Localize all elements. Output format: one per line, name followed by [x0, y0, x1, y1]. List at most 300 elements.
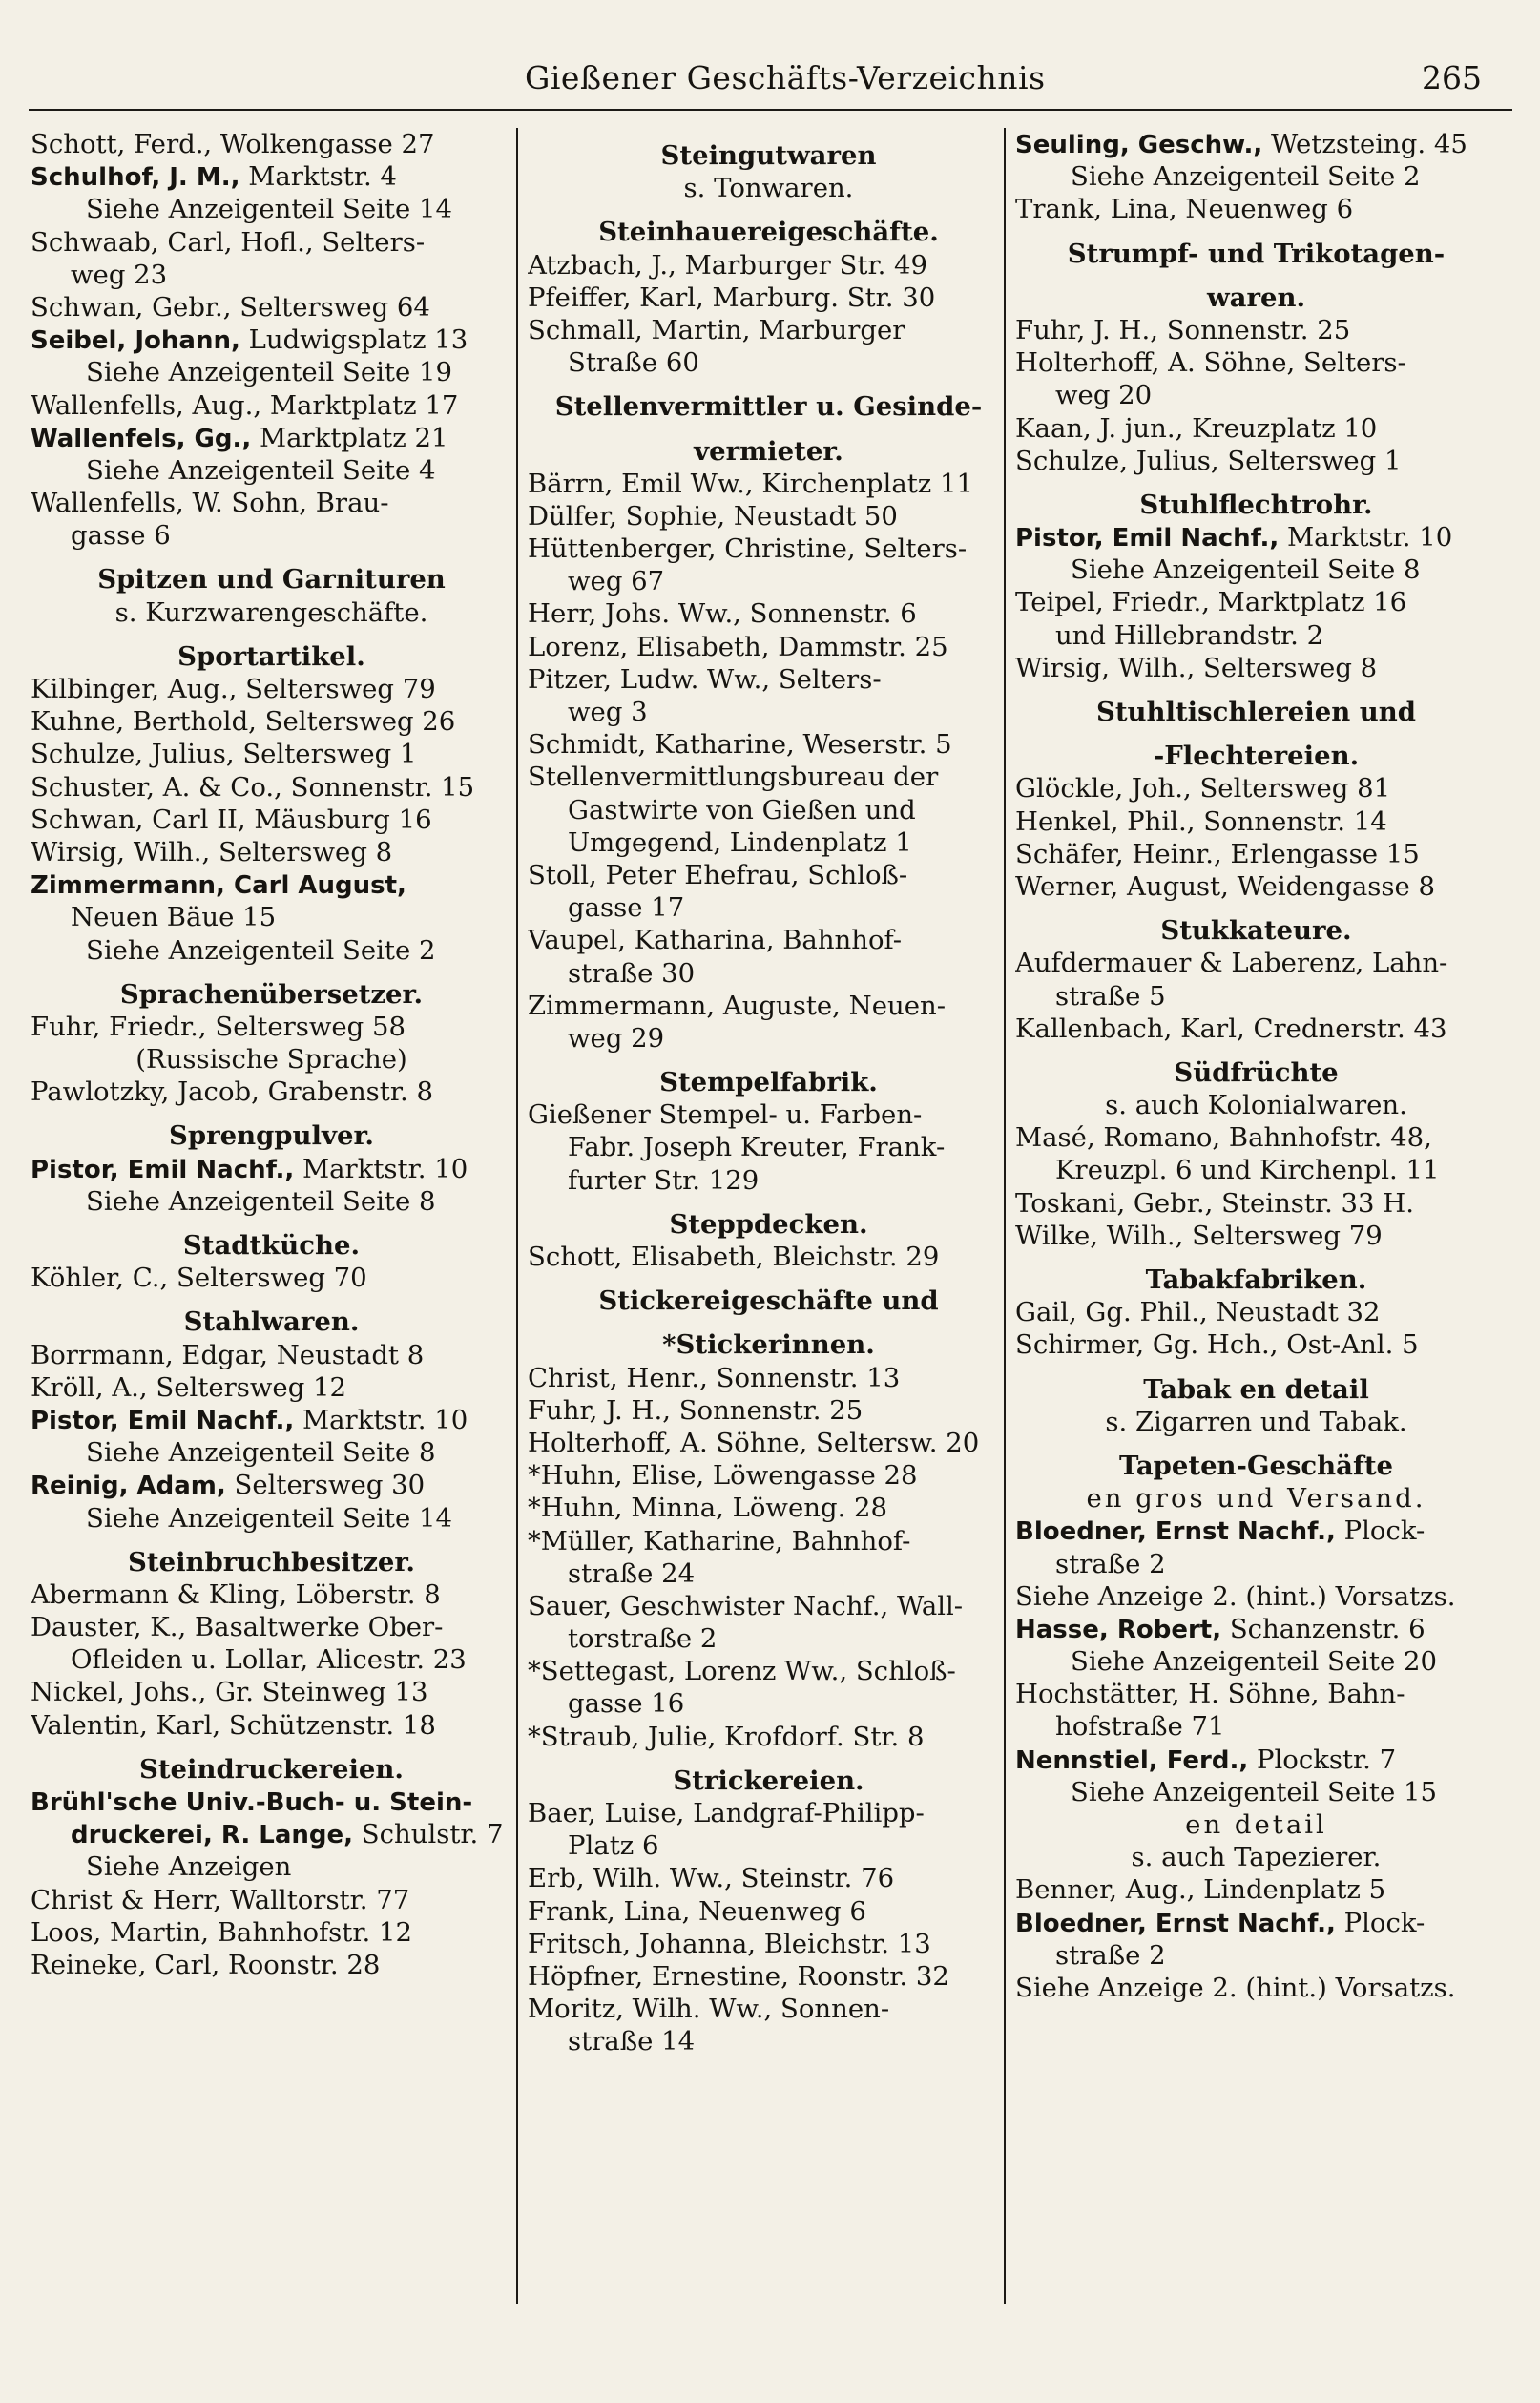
- directory-line: [528, 1459, 1009, 1492]
- section-heading: [1015, 903, 1497, 947]
- directory-line: [1015, 1406, 1497, 1438]
- line-text: Gail, Gg. Phil., Neustadt 32: [1015, 1297, 1381, 1328]
- directory-line: [31, 673, 512, 705]
- directory-line: [528, 1525, 1009, 1557]
- line-text: Siehe Anzeigenteil Seite 19: [86, 357, 452, 388]
- line-text: *Huhn, Elise, Löwengasse 28: [528, 1460, 918, 1492]
- line-text: *Huhn, Minna, Löweng. 28: [528, 1493, 888, 1524]
- line-text: straße 30: [568, 957, 696, 989]
- line-text: Siehe Anzeigenteil Seite 4: [86, 454, 436, 486]
- line-text: Schmall, Martin, Marburger: [528, 314, 905, 345]
- directory-line: [528, 859, 1009, 891]
- line-text: Marktstr. 10: [1279, 522, 1453, 554]
- directory-line: [31, 1578, 512, 1611]
- line-text: Siehe Anzeigenteil Seite 8: [86, 1185, 436, 1217]
- line-text: Straße 60: [568, 347, 699, 379]
- line-text: straße 24: [568, 1557, 696, 1589]
- directory-line: [31, 1709, 512, 1742]
- line-text: weg 20: [1055, 380, 1153, 411]
- line-text: Plockstr. 7: [1248, 1744, 1397, 1775]
- line-text: Frank, Lina, Neuenweg 6: [528, 1895, 866, 1927]
- line-text: Fuhr, J. H., Sonnenstr. 25: [528, 1394, 864, 1426]
- line-text: Moritz, Wilh. Ww., Sonnen-: [528, 1994, 890, 2025]
- directory-line: [31, 259, 512, 291]
- line-text: Steinhauereigeschäfte.: [598, 217, 939, 248]
- line-text: Kröll, A., Seltersweg 12: [31, 1371, 347, 1403]
- line-text: Südfrüchte: [1174, 1056, 1339, 1088]
- line-text: Abermann & Kling, Löberstr. 8: [31, 1578, 441, 1610]
- directory-line: [528, 826, 1009, 859]
- directory-line: [31, 1850, 512, 1883]
- directory-line: [1015, 947, 1497, 979]
- line-text: Reineke, Carl, Roonstr. 28: [31, 1949, 381, 1980]
- directory-line: [528, 533, 1009, 565]
- directory-line: [1015, 1296, 1497, 1328]
- line-text: Schulze, Julius, Seltersweg 1: [1015, 445, 1402, 476]
- firm-name-bold: Seuling, Geschw.,: [1015, 131, 1263, 159]
- directory-line: [528, 1895, 1009, 1928]
- directory-line: [528, 1797, 1009, 1829]
- section-heading: [1015, 1252, 1497, 1296]
- line-text: Toskani, Gebr., Steinstr. 33 H.: [1015, 1187, 1415, 1219]
- directory-line: [31, 519, 512, 552]
- directory-line: [31, 1611, 512, 1643]
- directory-line: [31, 836, 512, 868]
- directory-line: [528, 1394, 1009, 1427]
- directory-line: [528, 1164, 1009, 1197]
- directory-line: [528, 314, 1009, 346]
- line-text: Dauster, K., Basaltwerke Ober-: [31, 1612, 444, 1643]
- line-text: Stuhltischlereien und: [1095, 697, 1417, 727]
- line-text: Christ, Henr., Sonnenstr. 13: [528, 1362, 901, 1393]
- line-text: s. auch Kolonialwaren.: [1105, 1090, 1407, 1121]
- directory-line: [528, 172, 1009, 204]
- line-text: Höpfner, Ernestine, Roonstr. 32: [528, 1960, 949, 1992]
- section-heading: [1015, 477, 1497, 521]
- directory-column-2: [528, 128, 1009, 2058]
- line-text: Köhler, C., Seltersweg 70: [31, 1263, 367, 1294]
- line-text: Wallenfells, Aug., Marktplatz 17: [31, 389, 459, 421]
- firm-name-bold: druckerei, R. Lange,: [71, 1821, 354, 1850]
- directory-line: [528, 990, 1009, 1022]
- line-text: Holterhoff, A. Söhne, Selters-: [1015, 347, 1406, 379]
- line-text: Ludwigsplatz 13: [239, 324, 468, 356]
- directory-line: [1015, 1482, 1497, 1515]
- directory-line: [1015, 838, 1497, 870]
- line-text: Sprengpulver.: [169, 1120, 374, 1152]
- directory-line: [528, 891, 1009, 924]
- line-text: Stuhlflechtrohr.: [1139, 489, 1373, 520]
- line-text: Gießener Stempel- u. Farben-: [528, 1099, 923, 1131]
- directory-line: [31, 1404, 512, 1436]
- directory-line: [1015, 1645, 1497, 1678]
- line-text: Fuhr, Friedr., Seltersweg 58: [31, 1011, 406, 1042]
- line-text: Stahlwaren.: [183, 1306, 360, 1338]
- line-text: Herr, Johs. Ww., Sonnenstr. 6: [528, 598, 917, 630]
- line-text: Marktstr. 10: [294, 1153, 468, 1184]
- line-text: Dülfer, Sophie, Neustadt 50: [528, 500, 898, 532]
- section-heading: [31, 1108, 512, 1152]
- directory-line: [31, 771, 512, 804]
- directory-line: [31, 1339, 512, 1371]
- directory-line: [31, 356, 512, 388]
- firm-name-bold: Bloedner, Ernst Nachf.,: [1015, 1517, 1336, 1547]
- section-heading: [1015, 1438, 1497, 1482]
- directory-line: [528, 1241, 1009, 1273]
- directory-line: [1015, 379, 1497, 411]
- directory-line: [1015, 1907, 1497, 1939]
- section-heading: [1015, 1045, 1497, 1089]
- section-heading: [528, 1055, 1009, 1098]
- line-text: Seltersweg 30: [225, 1470, 426, 1501]
- directory-line: [528, 1687, 1009, 1720]
- line-text: Vaupel, Katharina, Bahnhof-: [528, 925, 903, 956]
- directory-line: [528, 282, 1009, 314]
- directory-line: [1015, 1580, 1497, 1613]
- line-text: Platz 6: [568, 1830, 659, 1862]
- directory-line: [1015, 1776, 1497, 1808]
- line-text: (Russische Sprache): [135, 1044, 407, 1076]
- line-text: Siehe Anzeige 2. (hint.) Vorsatzs.: [1015, 1972, 1456, 2003]
- directory-line: [31, 705, 512, 738]
- directory-line: [1015, 521, 1497, 554]
- line-text: s. Zigarren und Tabak.: [1105, 1406, 1407, 1437]
- column-divider-1: [516, 128, 518, 2304]
- directory-line: [31, 1469, 512, 1501]
- directory-line: [528, 1721, 1009, 1753]
- line-text: en gros und Versand.: [1086, 1483, 1426, 1515]
- firm-name-bold: Pistor, Emil Nachf.,: [31, 1155, 295, 1184]
- directory-line: [528, 1022, 1009, 1055]
- directory-line: [1015, 1187, 1497, 1220]
- section-heading: [1015, 684, 1497, 728]
- line-text: Strickereien.: [673, 1765, 864, 1796]
- line-text: Borrmann, Edgar, Neustadt 8: [31, 1339, 425, 1370]
- line-text: Lorenz, Elisabeth, Dammstr. 25: [528, 631, 948, 662]
- line-text: s. Tonwaren.: [683, 173, 854, 204]
- line-text: Atzbach, J., Marburger Str. 49: [528, 249, 928, 281]
- section-heading: [1015, 728, 1497, 772]
- line-text: Steingutwaren: [660, 140, 877, 171]
- line-text: Benner, Aug., Lindenplatz 5: [1015, 1874, 1386, 1906]
- section-heading: [528, 1197, 1009, 1241]
- directory-line: [1015, 412, 1497, 445]
- line-text: Schwaab, Carl, Hofl., Selters-: [31, 226, 426, 258]
- directory-line: [1015, 1710, 1497, 1743]
- directory-line: [528, 663, 1009, 696]
- line-text: weg 3: [568, 697, 648, 727]
- line-text: Fuhr, J. H., Sonnenstr. 25: [1015, 314, 1351, 345]
- line-text: Neuen Bäue 15: [71, 902, 277, 933]
- directory-line: [31, 1043, 512, 1076]
- line-text: *Stickerinnen.: [662, 1329, 875, 1361]
- directory-line: [31, 1884, 512, 1916]
- firm-name-bold: Reinig, Adam,: [31, 1472, 226, 1501]
- section-heading: [528, 379, 1009, 423]
- directory-line: [1015, 1515, 1497, 1547]
- directory-line: [1015, 1939, 1497, 1972]
- directory-line: [1015, 314, 1497, 346]
- line-text: Hochstätter, H. Söhne, Bahn-: [1015, 1679, 1405, 1710]
- directory-line: [528, 249, 1009, 282]
- line-text: Schirmer, Gg. Hch., Ost-Anl. 5: [1015, 1329, 1419, 1361]
- line-text: straße 2: [1055, 1548, 1166, 1579]
- line-text: Stempelfabrik.: [659, 1067, 878, 1098]
- directory-line: [31, 1949, 512, 1981]
- directory-line: [31, 1011, 512, 1043]
- line-text: Siehe Anzeigen: [86, 1851, 292, 1883]
- directory-line: [31, 422, 512, 454]
- line-text: Schäfer, Heinr., Erlengasse 15: [1015, 838, 1420, 869]
- directory-line: [1015, 1013, 1497, 1045]
- line-text: Steppdecken.: [669, 1208, 868, 1240]
- directory-column-3: [1015, 128, 1497, 2004]
- line-text: Loos, Martin, Bahnhofstr. 12: [31, 1916, 412, 1948]
- directory-line: [528, 1427, 1009, 1459]
- line-text: Fritsch, Johanna, Bleichstr. 13: [528, 1928, 931, 1959]
- line-text: Kilbinger, Aug., Seltersweg 79: [31, 674, 436, 704]
- directory-line: [528, 1492, 1009, 1524]
- line-text: Siehe Anzeigenteil Seite 20: [1071, 1646, 1437, 1678]
- line-text: straße 2: [1055, 1939, 1166, 1971]
- directory-line: [528, 346, 1009, 379]
- section-heading: [528, 204, 1009, 248]
- line-text: Schulze, Julius, Seltersweg 1: [31, 739, 417, 770]
- directory-line: [1015, 1154, 1497, 1186]
- directory-line: [528, 1829, 1009, 1862]
- line-text: gasse 16: [568, 1688, 685, 1720]
- line-text: waren.: [1206, 282, 1306, 313]
- line-text: hofstraße 71: [1055, 1711, 1225, 1743]
- line-text: Henkel, Phil., Sonnenstr. 14: [1015, 805, 1387, 837]
- line-text: Siehe Anzeigenteil Seite 14: [86, 1502, 452, 1534]
- line-text: Tapeten-Geschäfte: [1118, 1450, 1394, 1481]
- line-text: Plock-: [1335, 1907, 1426, 1938]
- line-text: Teipel, Friedr., Marktplatz 16: [1015, 587, 1407, 618]
- directory-line: [31, 1436, 512, 1469]
- line-text: Siehe Anzeigenteil Seite 15: [1071, 1776, 1437, 1807]
- directory-line: [528, 794, 1009, 826]
- line-text: s. auch Tapezierer.: [1131, 1842, 1382, 1873]
- line-text: Plock-: [1335, 1515, 1426, 1547]
- line-text: Gastwirte von Gießen und: [568, 794, 916, 825]
- line-text: weg 23: [71, 259, 168, 290]
- directory-line: [528, 1131, 1009, 1163]
- directory-line: [1015, 1613, 1497, 1645]
- section-heading: [1015, 226, 1497, 270]
- directory-line: [1015, 870, 1497, 903]
- directory-line: [1015, 1972, 1497, 2004]
- directory-line: [528, 728, 1009, 761]
- directory-line: [528, 1862, 1009, 1894]
- directory-line: [528, 924, 1009, 956]
- directory-line: [1015, 193, 1497, 225]
- line-text: Kallenbach, Karl, Crednerstr. 43: [1015, 1013, 1447, 1044]
- directory-line: [528, 2025, 1009, 2058]
- line-text: Kaan, J. jun., Kreuzplatz 10: [1015, 412, 1378, 444]
- directory-line: [31, 804, 512, 836]
- directory-line: [528, 631, 1009, 663]
- directory-line: [1015, 1548, 1497, 1580]
- section-heading: [1015, 1362, 1497, 1406]
- directory-line: [31, 193, 512, 225]
- directory-line: [31, 389, 512, 422]
- line-text: Siehe Anzeige 2. (hint.) Vorsatzs.: [1015, 1580, 1456, 1612]
- directory-line: [1015, 652, 1497, 684]
- line-text: Wirsig, Wilh., Seltersweg 8: [31, 836, 393, 867]
- line-text: *Straub, Julie, Krofdorf. Str. 8: [528, 1721, 925, 1752]
- line-text: Schuster, A. & Co., Sonnenstr. 15: [31, 771, 475, 803]
- running-title: Gießener Geschäfts-Verzeichnis: [525, 59, 1046, 96]
- directory-line: [1015, 1678, 1497, 1710]
- line-text: Siehe Anzeigenteil Seite 2: [86, 934, 436, 966]
- directory-line: [31, 1262, 512, 1294]
- line-text: Schmidt, Katharine, Weserstr. 5: [528, 729, 952, 761]
- line-text: Schanzenstr. 6: [1221, 1613, 1426, 1644]
- directory-line: [31, 901, 512, 933]
- line-text: Stoll, Peter Ehefrau, Schloß-: [528, 859, 908, 890]
- line-text: gasse 17: [568, 892, 685, 924]
- line-text: straße 5: [1055, 980, 1166, 1012]
- line-text: Christ & Herr, Walltorstr. 77: [31, 1884, 410, 1915]
- section-heading: [1015, 270, 1497, 314]
- line-text: Marktstr. 4: [239, 161, 397, 193]
- directory-line: [528, 597, 1009, 630]
- line-text: Aufdermauer & Laberenz, Lahn-: [1015, 948, 1448, 979]
- directory-line: [1015, 980, 1497, 1013]
- line-text: Wilke, Wilh., Seltersweg 79: [1015, 1220, 1383, 1251]
- line-text: furter Str. 129: [568, 1164, 760, 1196]
- directory-line: [31, 934, 512, 967]
- directory-line: [31, 1185, 512, 1218]
- line-text: Sprachenübersetzer.: [119, 978, 424, 1010]
- directory-line: [1015, 1220, 1497, 1252]
- page-number: 265: [1422, 59, 1482, 96]
- line-text: Umgegend, Lindenplatz 1: [568, 826, 912, 858]
- line-text: Stukkateure.: [1160, 915, 1352, 947]
- directory-line: [528, 696, 1009, 728]
- line-text: Bärrn, Emil Ww., Kirchenplatz 11: [528, 468, 973, 499]
- line-text: straße 14: [568, 2026, 696, 2058]
- directory-line: [31, 291, 512, 324]
- directory-line: [1015, 160, 1497, 193]
- line-text: Strumpf- und Trikotagen-: [1067, 238, 1446, 269]
- firm-name-bold: Schulhof, J. M.,: [31, 163, 240, 193]
- directory-line: [528, 1557, 1009, 1590]
- line-text: Schott, Elisabeth, Bleichstr. 29: [528, 1242, 940, 1272]
- directory-line: [31, 1076, 512, 1108]
- line-text: Fabr. Joseph Kreuter, Frank-: [568, 1132, 946, 1163]
- directory-line: [31, 128, 512, 160]
- section-heading: [31, 967, 512, 1011]
- line-text: Sauer, Geschwister Nachf., Wall-: [528, 1590, 964, 1621]
- line-text: Ofleiden u. Lollar, Alicestr. 23: [71, 1644, 467, 1676]
- directory-line: [1015, 772, 1497, 804]
- directory-line: [528, 1655, 1009, 1687]
- section-heading: [31, 629, 512, 673]
- line-text: -Flechtereien.: [1153, 741, 1360, 772]
- line-text: Baer, Luise, Landgraf-Philipp-: [528, 1798, 925, 1828]
- directory-line: [1015, 1121, 1497, 1154]
- directory-line: [1015, 445, 1497, 477]
- line-text: Spitzen und Garnituren: [97, 564, 446, 596]
- firm-name-bold: Pistor, Emil Nachf.,: [31, 1406, 295, 1435]
- directory-line: [31, 1643, 512, 1676]
- directory-line: [1015, 1841, 1497, 1873]
- directory-line: [528, 1993, 1009, 2025]
- line-text: torstraße 2: [568, 1623, 718, 1655]
- line-text: Tabakfabriken.: [1145, 1264, 1367, 1295]
- section-heading: [528, 128, 1009, 172]
- line-text: Sportartikel.: [177, 640, 365, 672]
- directory-line: [1015, 554, 1497, 586]
- line-text: Stellenvermittlungsbureau der: [528, 762, 939, 793]
- section-heading: [31, 552, 512, 596]
- line-text: Hüttenberger, Christine, Selters-: [528, 533, 968, 565]
- directory-line: [31, 1786, 512, 1818]
- line-text: Pawlotzky, Jacob, Grabenstr. 8: [31, 1076, 433, 1108]
- line-text: Siehe Anzeigenteil Seite 8: [86, 1437, 436, 1469]
- directory-line: [1015, 586, 1497, 618]
- directory-line: [1015, 1089, 1497, 1121]
- line-text: Schwan, Gebr., Seltersweg 64: [31, 291, 430, 323]
- line-text: Werner, August, Weidengasse 8: [1015, 870, 1435, 902]
- line-text: Marktplatz 21: [251, 422, 448, 453]
- directory-line: [31, 324, 512, 356]
- directory-line: [528, 468, 1009, 500]
- column-divider-2: [1004, 128, 1006, 2304]
- firm-name-bold: Seibel, Johann,: [31, 326, 240, 356]
- section-heading: [31, 1218, 512, 1262]
- line-text: und Hillebrandstr. 2: [1055, 619, 1324, 651]
- section-heading: [31, 1535, 512, 1578]
- firm-name-bold: Hasse, Robert,: [1015, 1615, 1222, 1644]
- firm-name-bold: Nennstiel, Ferd.,: [1015, 1745, 1249, 1775]
- line-text: Stellenvermittler u. Gesinde-: [554, 391, 983, 423]
- firm-name-bold: Zimmermann, Carl August,: [31, 871, 406, 901]
- directory-line: [528, 1622, 1009, 1655]
- directory-line: [31, 160, 512, 193]
- line-text: Wetzsteing. 45: [1262, 129, 1467, 159]
- line-text: weg 67: [568, 566, 665, 597]
- firm-name-bold: Bloedner, Ernst Nachf.,: [1015, 1909, 1336, 1938]
- line-text: Marktstr. 10: [294, 1404, 468, 1435]
- directory-line: [528, 565, 1009, 597]
- directory-line: [31, 454, 512, 487]
- directory-line: [31, 1916, 512, 1949]
- directory-line: [31, 738, 512, 770]
- line-text: Stickereigeschäfte und: [598, 1285, 939, 1317]
- directory-line: [1015, 805, 1497, 838]
- directory-line: [1015, 1873, 1497, 1906]
- directory-line: [31, 596, 512, 629]
- line-text: Schulstr. 7: [353, 1819, 504, 1850]
- section-heading: [528, 1753, 1009, 1797]
- directory-line: [31, 868, 512, 901]
- section-heading: [528, 1273, 1009, 1317]
- line-text: Steindruckereien.: [138, 1753, 404, 1785]
- directory-line: [528, 1362, 1009, 1394]
- line-text: Nickel, Johs., Gr. Steinweg 13: [31, 1677, 428, 1708]
- directory-line: [31, 487, 512, 519]
- line-text: Pfeiffer, Karl, Marburg. Str. 30: [528, 282, 936, 313]
- directory-line: [1015, 128, 1497, 160]
- line-text: Holterhoff, A. Söhne, Seltersw. 20: [528, 1427, 980, 1458]
- line-text: Wallenfells, W. Sohn, Brau-: [31, 488, 389, 519]
- line-text: vermieter.: [694, 435, 843, 467]
- line-text: Masé, Romano, Bahnhofstr. 48,: [1015, 1122, 1432, 1154]
- line-text: Schwan, Carl II, Mäusburg 16: [31, 804, 432, 835]
